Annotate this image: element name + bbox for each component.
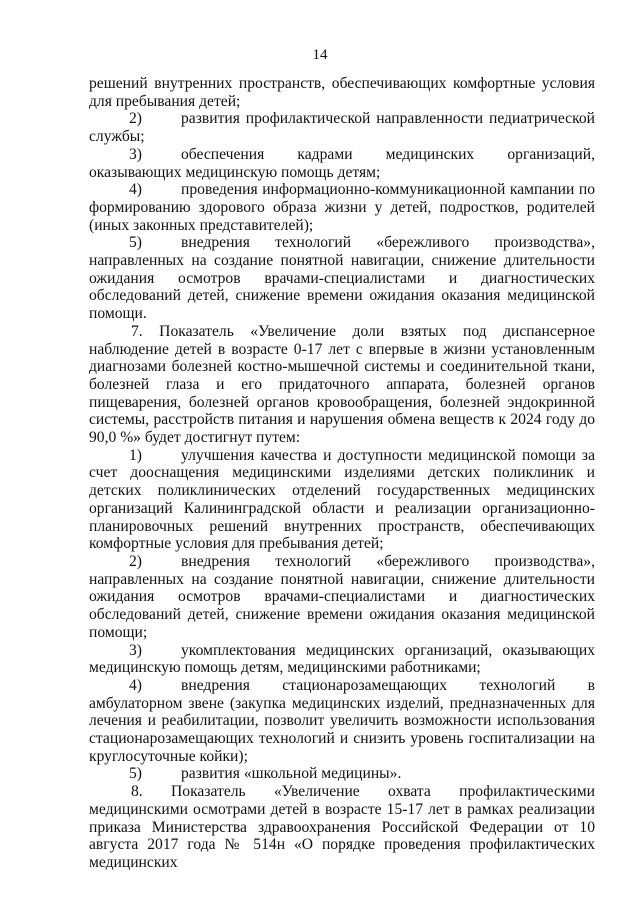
list-item-text: внедрения стационарозамещающих технологий в амбулаторном звене (закупка медицинских изделий, предназначенных для лечения и реабилитации, позволит увеличить возможности использования стационарозамещающих технологий и снизить уровень госпитализации на круглосуточные койки);	[89, 676, 595, 765]
list-item	[89, 447, 595, 553]
list-item	[89, 146, 595, 181]
paragraph-indicator-8: 8. Показатель «Увеличение охвата профилактическими медицинскими осмотрами детей в возрасте 15-17 лет в рамках реализации приказа Министерства здравоохранения Российской Федерации от 10 августа 2017 года № 514н «О порядке проведения профилактических медицинских	[89, 783, 595, 871]
list-item	[89, 234, 595, 323]
list-item-number: 4)	[129, 676, 142, 694]
list-item	[89, 677, 595, 766]
list-item-text: проведения информационно-коммуникационной кампании по формированию здорового образа жизни у детей, подростков, родителей (иных законных представителей);	[89, 181, 595, 234]
list-item-text: развития «школьной медицины».	[181, 765, 402, 783]
list-item-number: 5)	[129, 765, 142, 783]
list-item	[89, 110, 595, 145]
list-item-text: укомплектования медицинских организаций, оказывающих медицинскую помощь детям, медицинскими работниками;	[89, 641, 595, 677]
list-item-text: обеспечения кадрами медицинских организаций, оказывающих медицинскую помощь детям;	[89, 145, 595, 181]
paragraph-continuation	[89, 75, 595, 110]
list-item	[89, 181, 595, 234]
document-body	[89, 75, 595, 872]
paragraph-indicator-7: 7. Показатель «Увеличение доли взятых под диспансерное наблюдение детей в возрасте 0-17 лет с впервые в жизни установленным диагнозами болезней костно-мышечной системы и соединительной ткани, болезней глаза и его придаточного аппарата, болезней органов пищеварения, болезней органов кровообращения, болезней эндокринной системы, расстройств питания и нарушения обмена веществ к 2024 году до 90,0 %» будет достигнут путем:	[89, 322, 595, 447]
list-item-number: 4)	[129, 181, 142, 199]
page-number: 14	[312, 47, 328, 63]
list-item	[89, 765, 595, 783]
list-item-number: 3)	[129, 145, 142, 163]
paragraph-text: решений внутренних пространств, обеспечивающих комфортные условия для пребывания детей;	[89, 75, 595, 110]
list-item-text: внедрения технологий «бережливого производства», направленных на создание понятной навигации, снижение длительности ожидания осмотров врачами-специалистами и диагностических обследований детей, снижение времени ожидания оказания медицинской помощи;	[89, 552, 595, 641]
list-item-number: 2)	[129, 552, 142, 570]
list-item-text: внедрения технологий «бережливого производства», направленных на создание понятной навигации, снижение длительности ожидания осмотров врачами-специалистами и диагностических обследований детей, снижение времени ожидания оказания медицинской помощи.	[89, 234, 595, 323]
list-item-number: 1)	[129, 446, 142, 464]
list-item-text: улучшения качества и доступности медицинской помощи за счет дооснащения медицинскими изделиями детских поликлиник и детских поликлинических отделений государственных медицинских организаций Калининградской области и реализации организационно-планировочных решений внутренних пространств, обеспечивающих комфортные условия для пребывания детей;	[89, 446, 595, 553]
list-item-text: развития профилактической направленности педиатрической службы;	[89, 110, 595, 146]
list-item-number: 2)	[129, 110, 142, 128]
list-item-number: 5)	[129, 234, 142, 252]
list-item-number: 3)	[129, 641, 142, 659]
list-item	[89, 642, 595, 677]
list-item	[89, 553, 595, 642]
